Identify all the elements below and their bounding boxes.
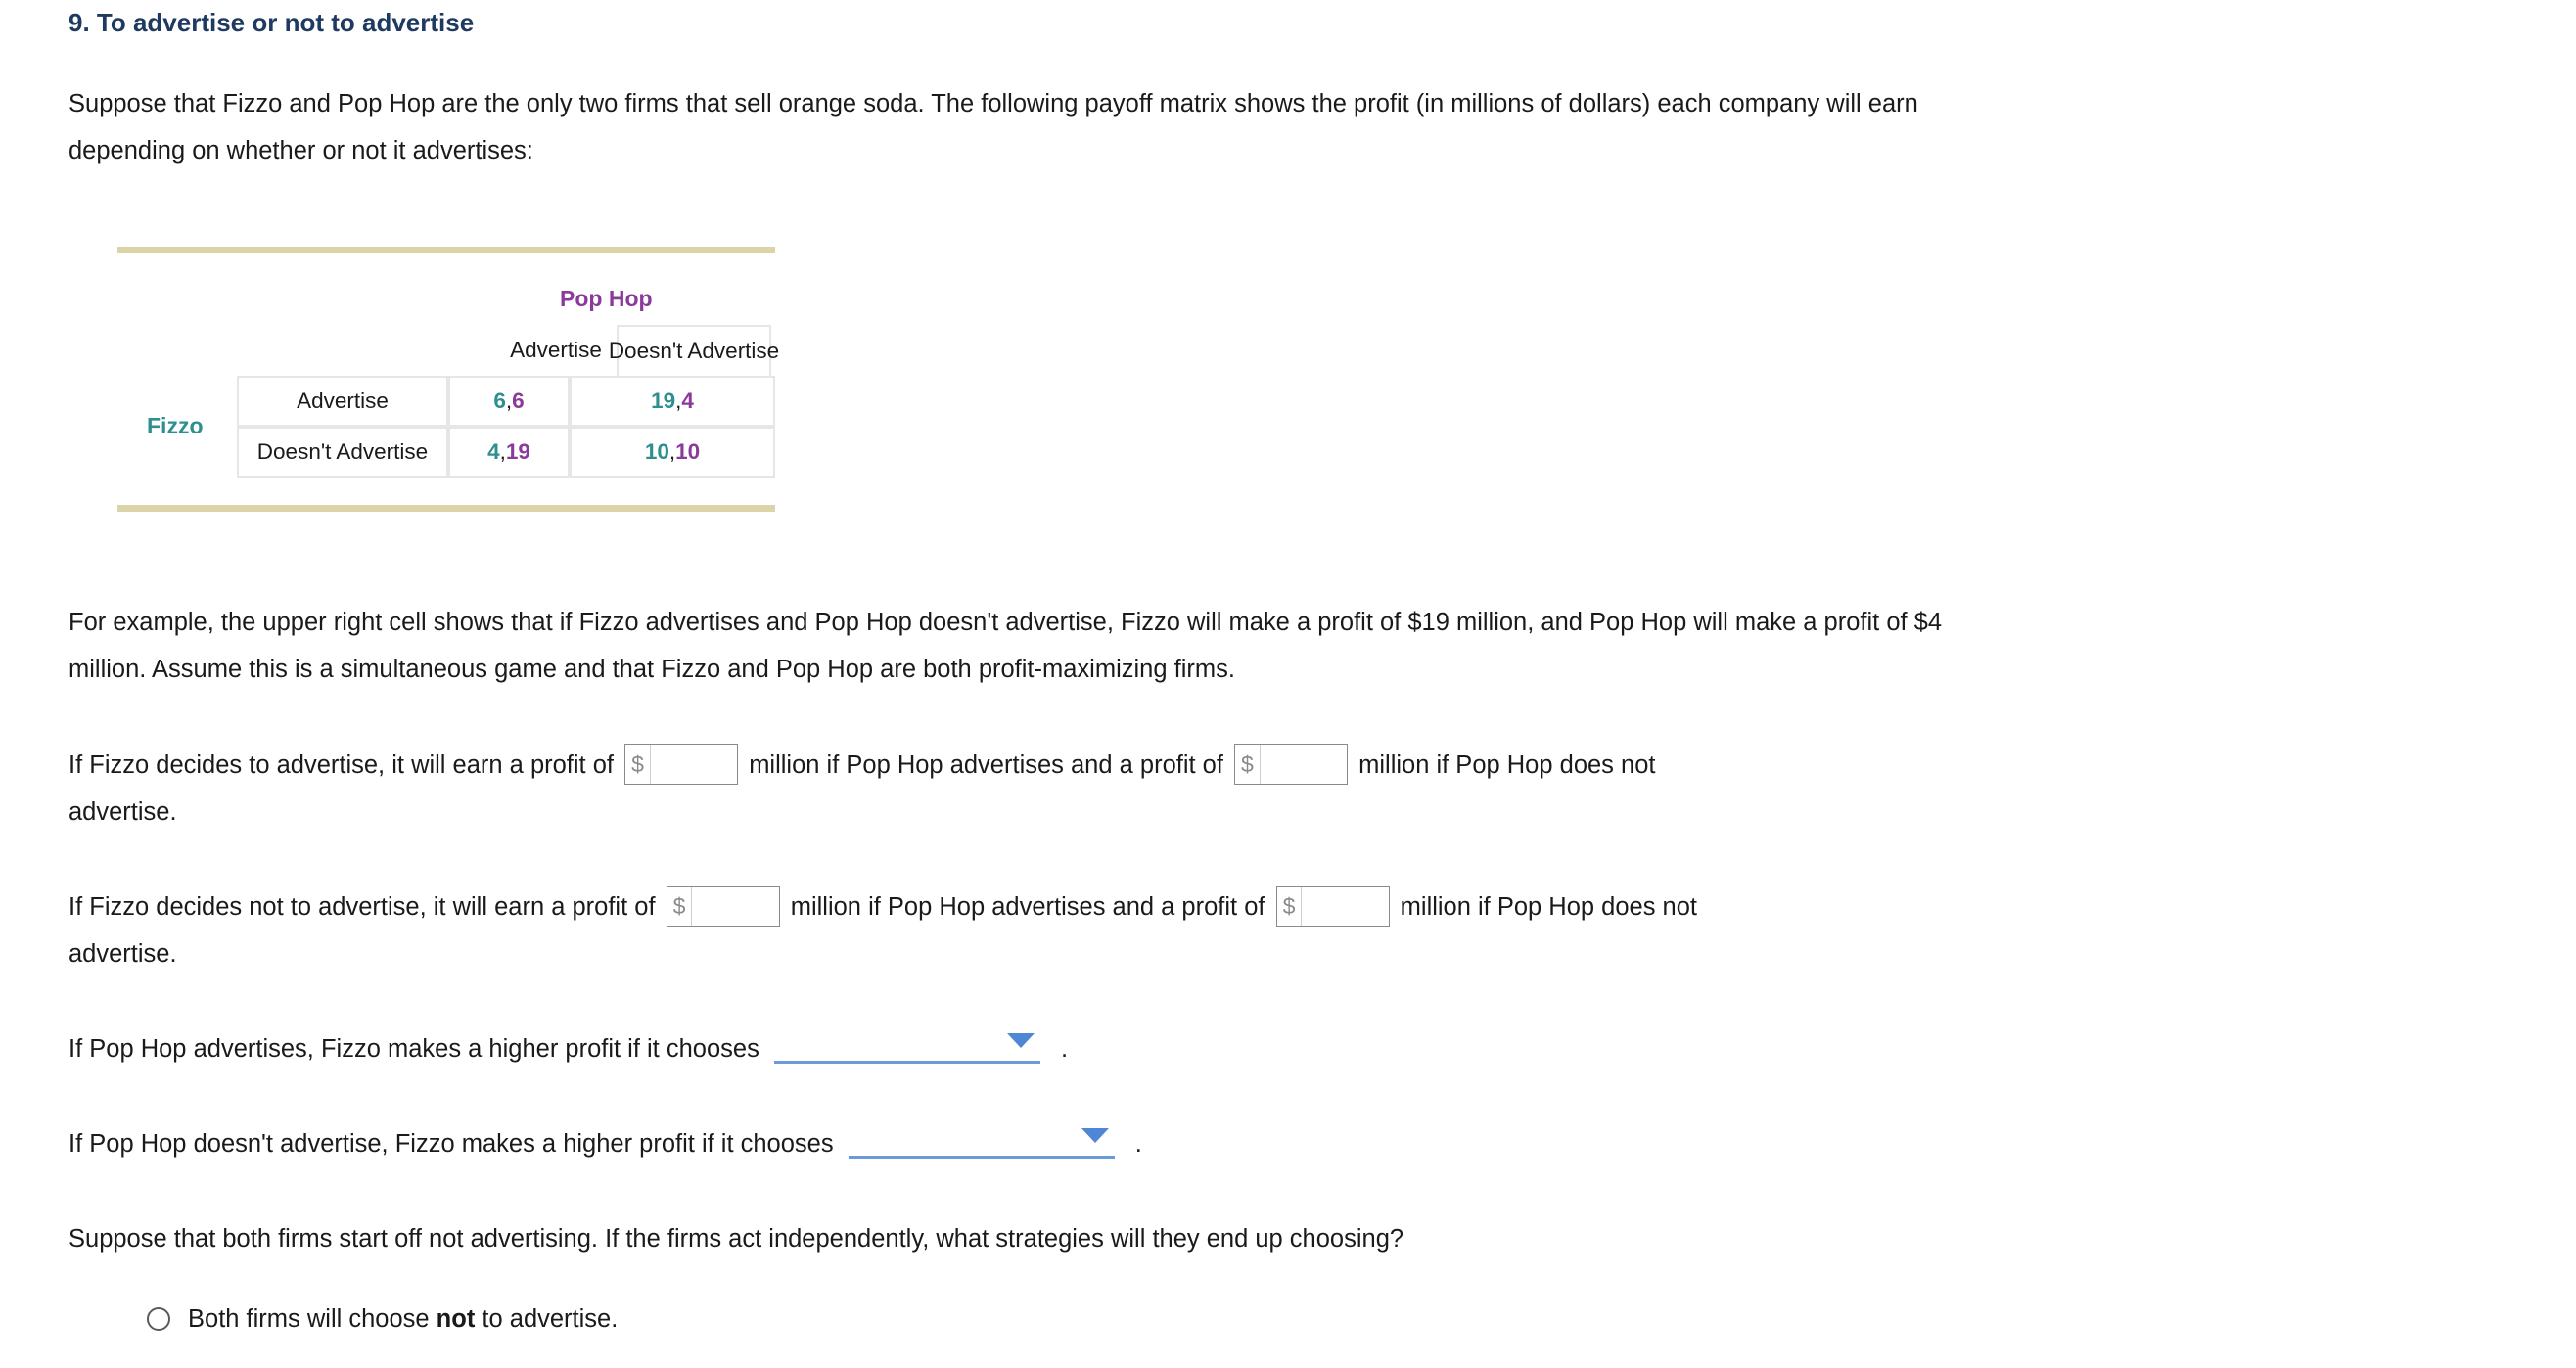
row-header-advertise: Advertise bbox=[237, 376, 448, 427]
pophop-payoff: 19 bbox=[505, 439, 530, 464]
profit-input-advertise-popnoadv[interactable]: $ bbox=[1234, 744, 1348, 785]
question-pophop-not-advertise: If Pop Hop doesn't advertise, Fizzo makes a higher profit if it chooses . bbox=[69, 1120, 1142, 1167]
matrix-bottom-bar bbox=[117, 505, 775, 512]
column-header-doesnt-advertise: Doesn't Advertise bbox=[617, 325, 771, 376]
profit-input-noadv-popadv[interactable]: $ bbox=[667, 886, 780, 927]
column-player-label: Pop Hop bbox=[560, 286, 653, 311]
row-player-label: Fizzo bbox=[147, 413, 204, 438]
row-header-doesnt-advertise: Doesn't Advertise bbox=[237, 427, 448, 478]
radio-option-both-not-advertise[interactable] bbox=[147, 1296, 618, 1343]
question-pophop-advertises: If Pop Hop advertises, Fizzo makes a higher profit if it chooses . bbox=[69, 1026, 1068, 1072]
payoff-matrix bbox=[117, 247, 780, 513]
intro-paragraph: Suppose that Fizzo and Pop Hop are the only two firms that sell orange soda. The following payoff matrix shows the profit (in millions of dollars) each company will earn depending on whether or not it advertises: bbox=[69, 90, 1918, 164]
example-paragraph: For example, the upper right cell shows that if Fizzo advertises and Pop Hop doesn't advertise, Fizzo will make a profit of $19 million, and Pop Hop will make a profit of $4 million. Assume this is a simultaneous game and that Fizzo and Pop Hop are both profit-maximizing firms. bbox=[69, 609, 1943, 683]
question-advertise-line-cont: advertise. bbox=[69, 798, 177, 826]
choice-dropdown-pophop-not-advertise[interactable] bbox=[849, 1120, 1115, 1159]
question-strategies: Suppose that both firms start off not advertising. If the firms act independently, what strategies will they end up choosing? bbox=[69, 1225, 1404, 1253]
pophop-payoff: 10 bbox=[675, 439, 701, 464]
question-not-advertise-line: If Fizzo decides not to advertise, it will earn a profit of $ million if Pop Hop advertises and a profit of $ million if Pop Hop does not bbox=[69, 884, 1697, 931]
fizzo-payoff: 4 bbox=[487, 439, 500, 464]
choice-dropdown-pophop-advertises[interactable] bbox=[774, 1026, 1040, 1064]
matrix-top-bar bbox=[117, 247, 775, 253]
fizzo-payoff: 6 bbox=[493, 388, 506, 413]
column-header-advertise: Advertise bbox=[510, 338, 602, 362]
profit-input-noadv-popnoadv[interactable]: $ bbox=[1276, 886, 1390, 927]
payoff-cell: 4 , 19 bbox=[448, 427, 570, 478]
chevron-down-icon bbox=[1007, 1033, 1035, 1048]
payoff-cell: 10 , 10 bbox=[570, 427, 775, 478]
radio-option-label: Both firms will choose not to advertise. bbox=[188, 1305, 619, 1333]
payoff-cell: 19 , 4 bbox=[570, 376, 775, 427]
question-title: 9. To advertise or not to advertise bbox=[69, 8, 475, 37]
question-advertise-line: If Fizzo decides to advertise, it will earn a profit of $ million if Pop Hop advertises and a profit of $ million if Pop Hop does not bbox=[69, 742, 1655, 789]
pophop-payoff: 6 bbox=[512, 388, 525, 413]
profit-input-advertise-popadv[interactable]: $ bbox=[624, 744, 738, 785]
question-not-advertise-line-cont: advertise. bbox=[69, 940, 177, 968]
pophop-payoff: 4 bbox=[681, 388, 694, 413]
payoff-cell: 6 , 6 bbox=[448, 376, 570, 427]
radio-button[interactable] bbox=[147, 1307, 170, 1331]
fizzo-payoff: 10 bbox=[644, 439, 669, 464]
chevron-down-icon bbox=[1081, 1128, 1109, 1143]
fizzo-payoff: 19 bbox=[651, 388, 676, 413]
